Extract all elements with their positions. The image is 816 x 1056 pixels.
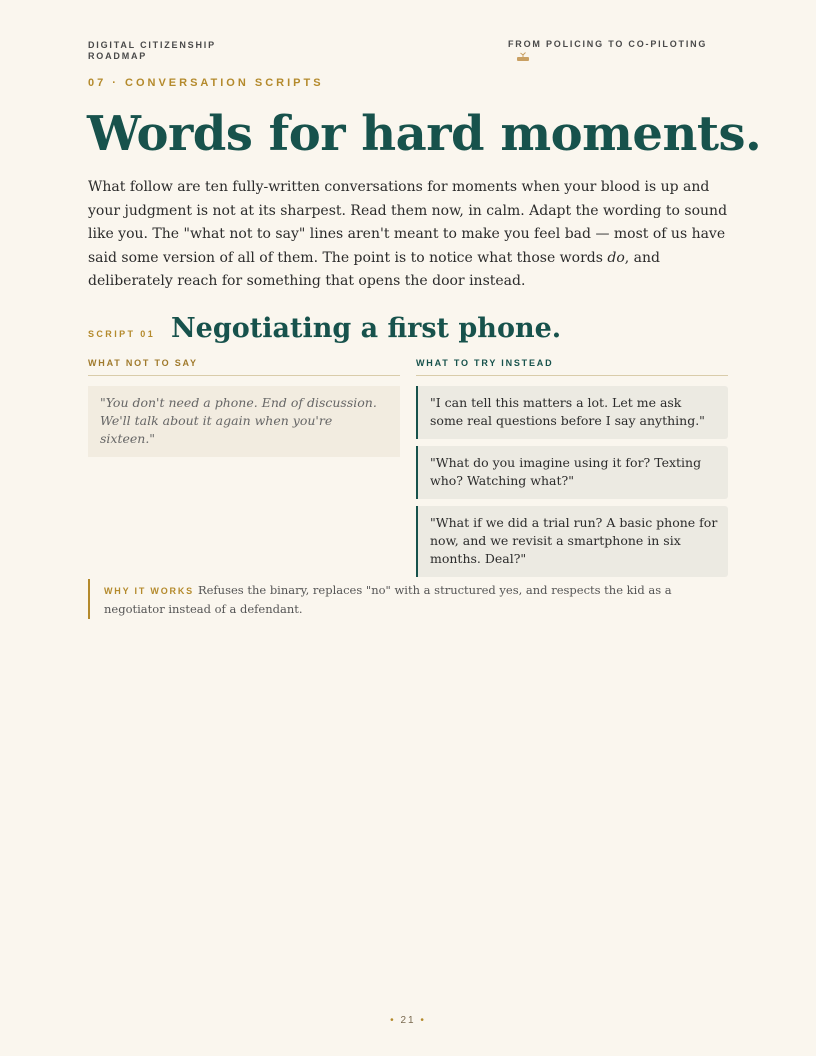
- try-instead-quote-2: "What do you imagine using it for? Texting who? Watching what?": [416, 446, 728, 499]
- try-instead-quote-1: "I can tell this matters a lot. Let me ask some real questions before I say anything.": [416, 386, 728, 439]
- what-not-to-say-heading: WHAT NOT TO SAY: [88, 358, 400, 376]
- page-number: 21: [400, 1015, 416, 1026]
- intro-paragraph: [88, 176, 730, 294]
- page-title: Words for hard moments.: [87, 106, 762, 162]
- intro-text-1: What follow are ten fully-written conversations for moments when your blood is up and your judgment is not at its sharpest. Read them now, in calm. Adapt the wording to sound like you. The "what not to say" lines aren't meant to make you feel bad — most of us have said some version of all of them. The point is to notice what those words: [88, 179, 728, 266]
- intro-emphasis: do: [607, 249, 625, 266]
- try-instead-quote-3: "What if we did a trial run? A basic phone for now, and we revisit a smartphone in six months. Deal?": [416, 506, 728, 577]
- seedling-icon: [516, 51, 530, 61]
- running-header-left: DIGITAL CITIZENSHIP ROADMAP: [88, 40, 216, 61]
- why-it-works-text: Refuses the binary, replaces "no" with a structured yes, and respects the kid as a negotiator instead of a defendant.: [104, 583, 672, 616]
- why-it-works-label: WHY IT WORKS: [104, 586, 194, 596]
- section-label: 07 · CONVERSATION SCRIPTS: [88, 77, 324, 89]
- why-it-works-note: [88, 579, 728, 619]
- not-say-quote: "You don't need a phone. End of discussion. We'll talk about it again when you're sixteen.": [88, 386, 400, 457]
- footer-dot-right: •: [420, 1015, 426, 1026]
- page-footer: [0, 1015, 816, 1026]
- intro-text-2: , and deliberately reach for something that opens the door instead.: [88, 249, 660, 289]
- script-title: Negotiating a first phone.: [171, 313, 562, 344]
- what-to-try-heading: WHAT TO TRY INSTEAD: [416, 358, 728, 376]
- script-number-label: SCRIPT 01: [88, 329, 156, 339]
- running-header-right: FROM POLICING TO CO-PILOTING: [508, 39, 708, 49]
- footer-dot-left: •: [390, 1015, 396, 1026]
